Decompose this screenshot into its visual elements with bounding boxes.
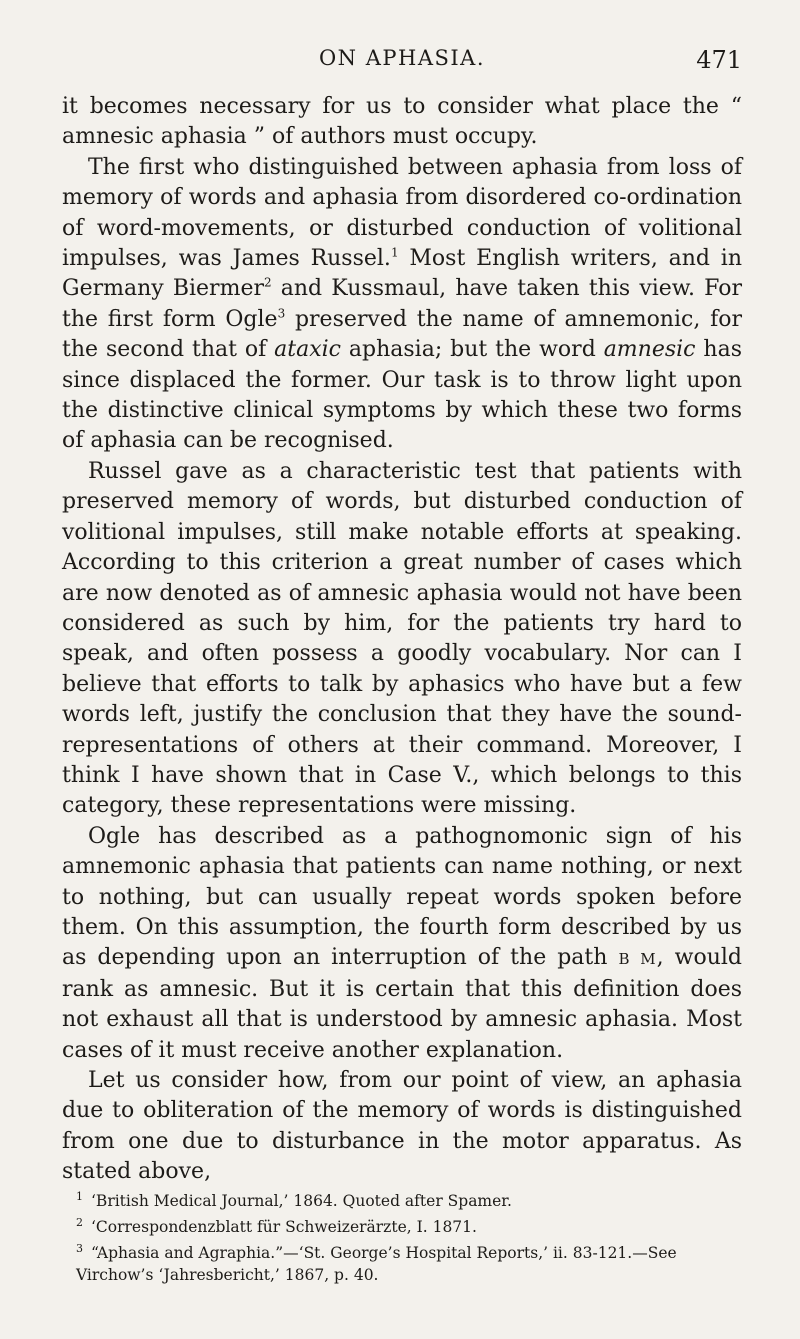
footnote-1	[62, 1186, 742, 1212]
p4-text-b: , would rank as amnesic. But it is certain that this definition does not exhaust all that is understood by amnesic aphasia. Most cases of it must receive another explanation.	[62, 945, 742, 1063]
p2-italic-ataxic: ataxic	[274, 337, 341, 363]
footnotes	[62, 1186, 742, 1286]
footnote-2	[62, 1212, 742, 1238]
footnote-mark: 2	[76, 1216, 83, 1230]
paragraph-4	[62, 822, 742, 1066]
p2-text-b: Most English writers, and in Germany Biermer	[62, 246, 743, 302]
footnote-text: “Aphasia and Agraphia.”—‘St. George’s Hospital Reports,’ ii. 83-121.—See Virchow’s ‘Jahresbericht,’ 1867, p. 40.	[76, 1244, 677, 1285]
footnote-ref-3: 3	[277, 306, 286, 321]
footnote-ref-1: 1	[390, 245, 399, 260]
p2-text-d: preserved the name of amnemonic, for the second that of	[62, 306, 742, 363]
path-label: B M	[618, 950, 657, 969]
p2-text-c: and Kussmaul, have taken this view. For the first form Ogle	[62, 276, 742, 332]
p2-text-a: The first who distinguished between aphasia from loss of memory of words and aphasia from disordered co-ordination of word-movements, or disturbed conduction of volitional impulses, was James Russel.	[62, 154, 742, 272]
p2-text-h: has since displaced the former. Our task is to throw light upon the distinctive clinical symptoms by which these two forms of aphasia can be recognised.	[62, 337, 742, 454]
paragraph-2	[62, 153, 742, 457]
p2-text-f: aphasia; but the word	[341, 337, 604, 363]
footnote-3	[62, 1238, 742, 1286]
paragraph-3: Russel gave as a characteristic test that patients with preserved memory of words, but disturbed conduction of volitional impulses, still make notable efforts at speaking. According to this criterion a great number of cases which are now denoted as of amnesic aphasia would not have been considered as such by him, for the patients try hard to speak, and often possess a goodly vocabulary. Nor can I believe that efforts to talk by aphasics who have but a few words left, justify the conclusion that they have the sound-representations of others at their command. Moreover, I think I have shown that in Case V., which belongs to this category, these representations were missing.	[62, 458, 742, 819]
footnote-text: ‘Correspondenzblatt für Schweizerärzte, I. 1871.	[91, 1218, 477, 1237]
page-number: 471	[696, 46, 742, 74]
footnote-mark: 1	[76, 1190, 83, 1203]
p4-text-a: Ogle has described as a pathognomonic sign of his amnemonic aphasia that patients can name nothing, or next to nothing, but can usually repeat words spoken before them. On this assumption, the fourth form described by us as depending upon an interruption of the path	[62, 823, 742, 971]
body-text	[62, 92, 742, 1188]
paragraph-1: it becomes necessary for us to consider what place the “ amnesic aphasia ” of authors must occupy.	[62, 94, 742, 150]
footnote-ref-2: 2	[263, 276, 272, 291]
p2-italic-amnesic: amnesic	[603, 337, 696, 363]
paragraph-5: Let us consider how, from our point of view, an aphasia due to obliteration of the memory of words is distinguished from one due to disturbance in the motor apparatus. As stated above,	[62, 1068, 742, 1185]
footnote-mark: 3	[76, 1242, 83, 1256]
page-header	[62, 46, 742, 80]
running-head: ON APHASIA.	[318, 46, 486, 70]
footnote-text: ‘British Medical Journal,’ 1864. Quoted after Spamer.	[91, 1192, 512, 1211]
